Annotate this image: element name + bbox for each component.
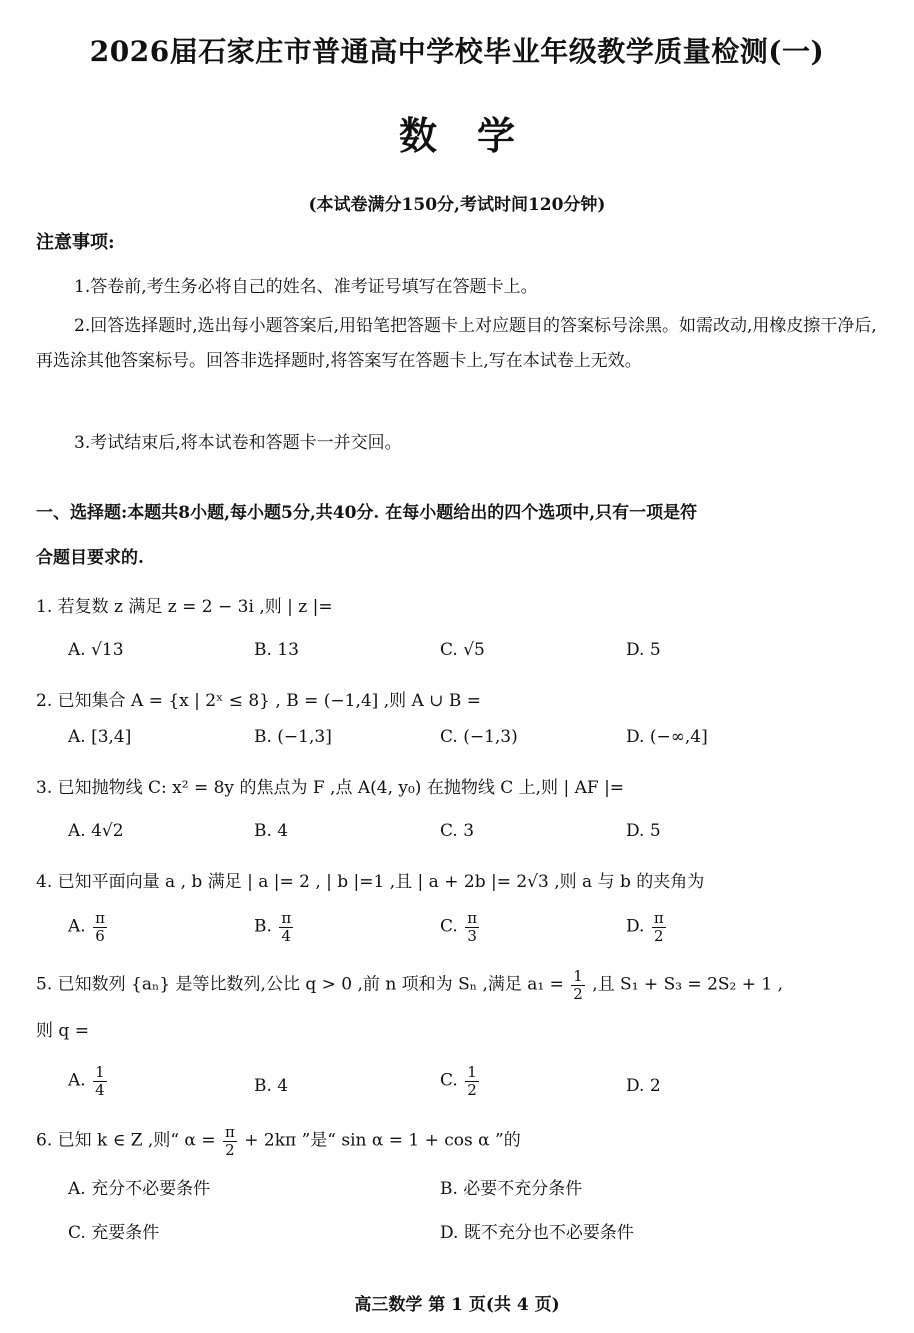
q5-stem: 5. 已知数列 {aₙ} 是等比数列,公比 q > 0 ,前 n 项和为 Sₙ ,满足 a₁ = $\frac{1}{2}$ ,且 S₁ + S₃ = 2S₂ + 1 , (36, 967, 784, 1003)
q5-stem-fraction: $\frac{1}{2}$ (573, 967, 583, 1003)
section-heading-line2: 合题目要求的. (36, 548, 144, 568)
q6-option-a: A. 充分不必要条件 (68, 1179, 211, 1199)
q5-option-c-fraction: $\frac{1}{2}$ (467, 1063, 477, 1099)
q4-option-c-fraction: $\frac{\pi}{3}$ (467, 909, 478, 945)
q4-option-c-label: C. (440, 916, 458, 937)
q4-option-d (626, 910, 668, 944)
notice-item-1: 1.答卷前,考生务必将自己的姓名、准考证号填写在答题卡上。 (74, 277, 538, 297)
q1-option-d: D. 5 (626, 640, 661, 660)
q5-option-b: B. 4 (254, 1076, 289, 1096)
notice-item-2: 2.回答选择题时,选出每小题答案后,用铅笔把答题卡上对应题目的答案标号涂黑。如需改动,用橡皮擦干净后,再选涂其他答案标号。回答非选择题时,将答案写在答题卡上,写在本试卷上无效。 (36, 316, 877, 371)
q2-stem: 2. 已知集合 A = {x | 2ˣ ≤ 8} , B = (−1,4] ,则 A ∪ B = (36, 691, 481, 711)
q1-option-b: B. 13 (254, 640, 299, 660)
notice-heading: 注意事项: (36, 232, 115, 253)
q4-option-c (440, 910, 481, 944)
exam-title: 2026届石家庄市普通高中学校毕业年级教学质量检测(一) (89, 35, 825, 68)
q5-stem-line2: 则 q = (36, 1021, 89, 1041)
q5-option-a-fraction: $\frac{1}{4}$ (95, 1063, 105, 1099)
q6-option-b: B. 必要不充分条件 (440, 1179, 583, 1199)
exam-subtitle: (本试卷满分150分,考试时间120分钟) (308, 195, 606, 215)
q4-option-b-label: B. (254, 916, 272, 937)
q3-option-d: D. 5 (626, 821, 661, 841)
q4-option-d-fraction: $\frac{\pi}{2}$ (653, 909, 664, 945)
q3-option-c: C. 3 (440, 821, 475, 841)
q4-option-a-label: A. (68, 916, 86, 937)
page-footer: 高三数学 第 1 页(共 4 页) (354, 1295, 560, 1315)
q4-option-b (254, 910, 295, 944)
q3-option-b: B. 4 (254, 821, 289, 841)
q5-option-c: C. $\frac{1}{2}$ (440, 1063, 477, 1099)
q4-option-d-label: D. (626, 916, 645, 937)
q4-option-a (68, 910, 109, 944)
q3-option-a: A. 4√2 (68, 821, 124, 841)
subject-title: 数学 (398, 113, 555, 158)
q2-option-b: B. (−1,3] (254, 727, 332, 747)
q2-option-a: A. [3,4] (68, 727, 132, 747)
q6-stem: 6. 已知 k ∈ Z ,则“ α = $\frac{\pi}{2}$ + 2kπ ”是“ sin α = 1 + cos α ”的 (36, 1123, 521, 1159)
section-heading-line1: 一、选择题:本题共8小题,每小题5分,共40分. 在每小题给出的四个选项中,只有一项是符 (36, 503, 698, 523)
q2-option-c: C. (−1,3) (440, 727, 518, 747)
q5-option-d: D. 2 (626, 1076, 661, 1096)
q1-option-a: A. √13 (68, 640, 124, 660)
q5-option-a: A. $\frac{1}{4}$ (68, 1063, 105, 1099)
q4-option-a-fraction: $\frac{\pi}{6}$ (95, 909, 105, 945)
q2-option-d: D. (−∞,4] (626, 727, 708, 747)
q6-stem-fraction: $\frac{\pi}{2}$ (224, 1123, 235, 1159)
q1-stem: 1. 若复数 z 满足 z = 2 − 3i ,则 | z |= (36, 597, 333, 617)
q6-option-c: C. 充要条件 (68, 1223, 160, 1243)
q3-stem: 3. 已知抛物线 C: x² = 8y 的焦点为 F ,点 A(4, y₀) 在抛物线 C 上,则 | AF |= (36, 778, 625, 798)
q4-option-b-fraction: $\frac{\pi}{4}$ (281, 909, 292, 945)
notice-item-3: 3.考试结束后,将本试卷和答题卡一并交回。 (74, 433, 402, 453)
q1-option-c: C. √5 (440, 640, 485, 660)
q4-stem: 4. 已知平面向量 a , b 满足 | a |= 2 , | b |=1 ,且 | a + 2b |= 2√3 ,则 a 与 b 的夹角为 (36, 872, 705, 892)
q6-option-d: D. 既不充分也不必要条件 (440, 1223, 634, 1243)
